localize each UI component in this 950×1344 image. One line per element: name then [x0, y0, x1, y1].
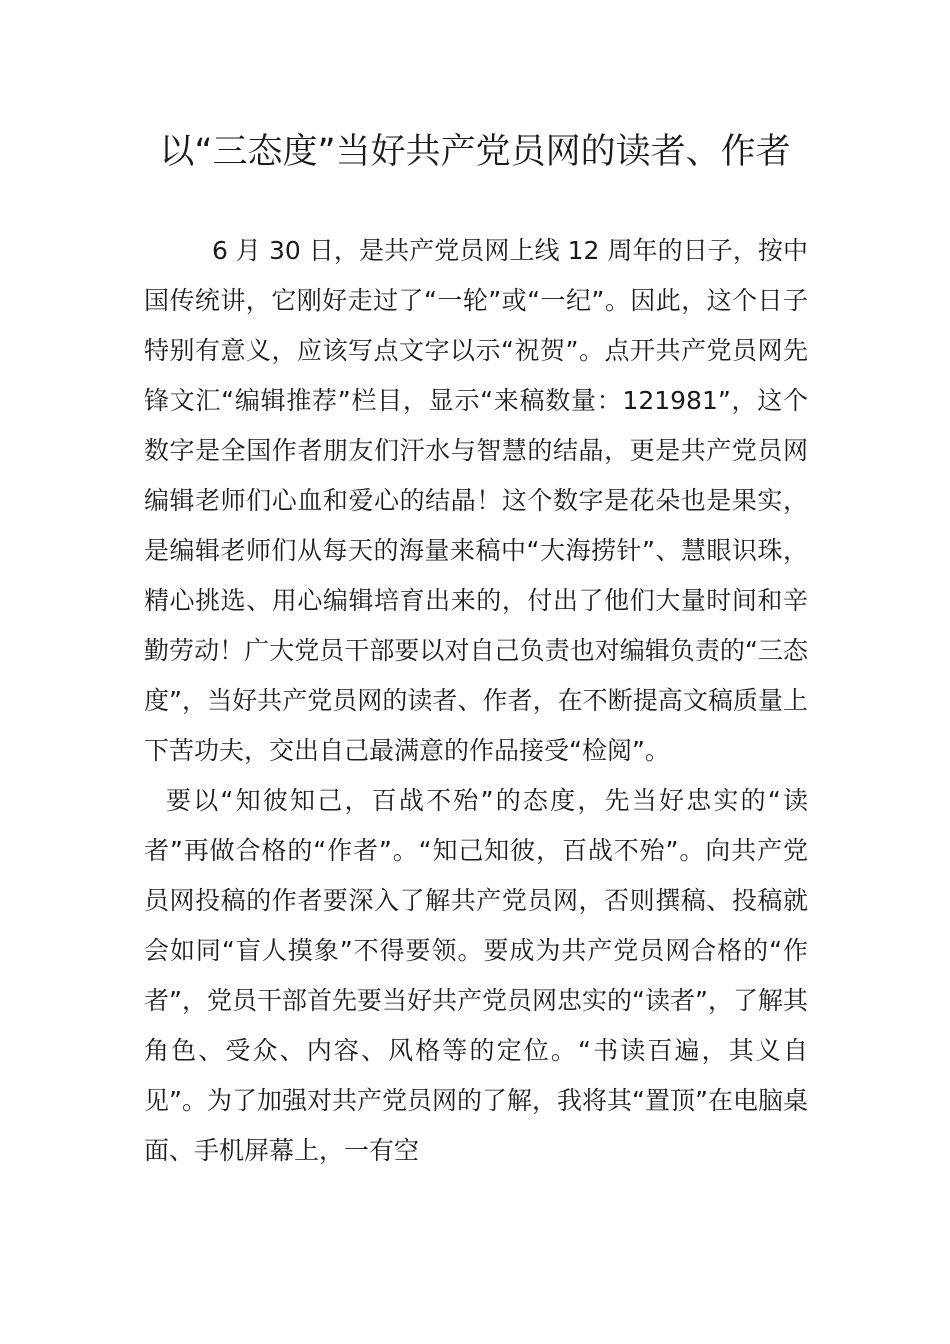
body-paragraph: 6 月 30 日，是共产党员网上线 12 周年的日子，按中国传统讲，它刚好走过了“一轮”或“一纪”。因此，这个日子特别有意义，应该写点文字以示“祝贺”。点开共产党员网先锋文汇“编辑推荐”栏目，显示“来稿数量：121981”，这个数字是全国作者朋友们汗水与智慧的结晶，更是共产党员网编辑老师们心血和爱心的结晶！这个数字是花朵也是果实，是编辑老师们从每天的海量来稿中“大海捞针”、慧眼识珠，精心挑选、用心编辑培育出来的，付出了他们大量时间和辛勤劳动！广大党员干部要以对自己负责也对编辑负责的“三态度”，当好共产党员网的读者、作者，在不断提高文稿质量上下苦功夫，交出自己最满意的作品接受“检阅”。: [144, 236, 808, 765]
body-paragraph: 要以“知彼知己，百战不殆”的态度，先当好忠实的“读者”再做合格的“作者”。“知己知彼，百战不殆”。向共产党员网投稿的作者要深入了解共产党员网，否则撰稿、投稿就会如同“盲人摸象”不得要领。要成为共产党员网合格的“作者”，党员干部首先要当好共产党员网忠实的“读者”，了解其角色、受众、内容、风格等的定位。“书读百遍，其义自见”。为了加强对共产党员网的了解，我将其“置顶”在电脑桌面、手机屏幕上，一有空: [144, 786, 808, 1165]
document-title: 以“三态度”当好共产党员网的读者、作者: [159, 132, 791, 172]
document-body: [144, 226, 808, 1176]
